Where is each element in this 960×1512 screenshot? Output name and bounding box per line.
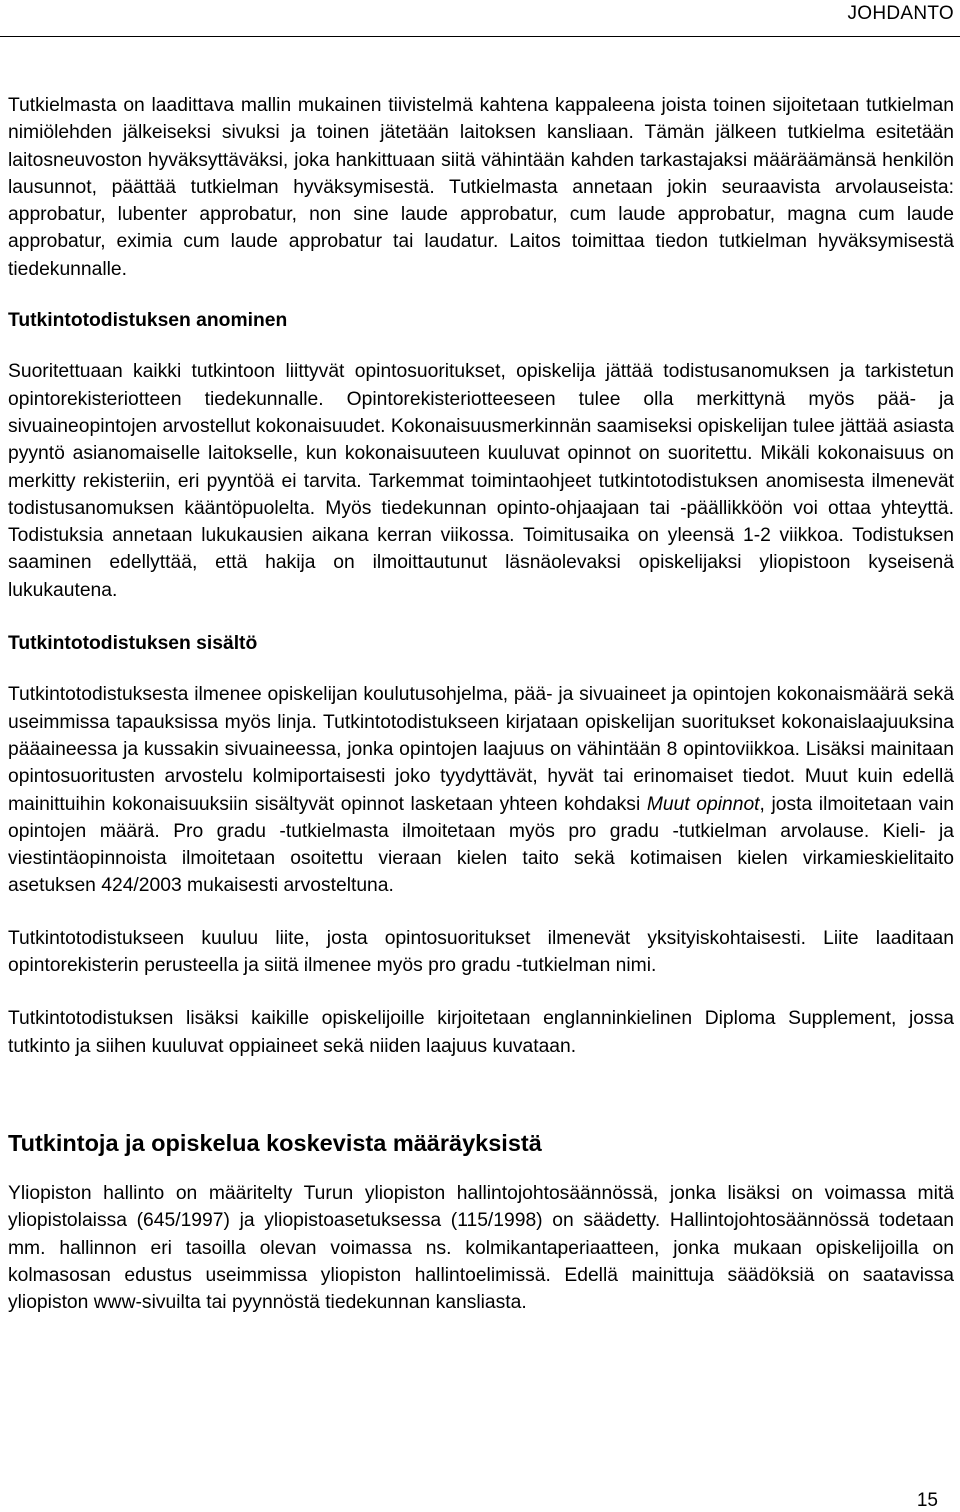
- anominen-paragraph: Suoritettuaan kaikki tutkintoon liittyvät opintosuoritukset, opiskelija jättää todistusanomuksen ja tarkistetun opintorekisteriotteen tiedekunnalle. Opintorekisteriotteeseen tulee olla merkittynä myös pää- ja sivuaineopintojen arvostellut kokonaisuudet. Kokonaisuusmerkinnän saamiseksi opiskelijan tulee jättää asiasta pyyntö asianomaiselle laitokselle, kun kokonaisuuteen kuuluvat opinnot on suoritettu. Mikäli kokonaisuus on merkitty rekisteriin, eri pyyntöä ei tarvita. Tarkemmat toimintaohjeet tutkintotodistuksen anomisesta ilmenevät todistusanomuksen kääntöpuolelta. Myös tiedekunnan opinto-ohjaajaan tai -päällikköön voi ottaa yhteyttä. Todistuksia annetaan lukukausien aikana kerran viikossa. Toimitusaika on yleensä 1-2 viikkoa. Todistuksen saaminen edellyttää, että hakija on ilmoittautunut läsnäolevaksi opiskelijaksi yliopistoon kyseisenä lukukautena.: [8, 361, 954, 601]
- header-rule: [0, 36, 960, 37]
- heading-sisalto: Tutkintotodistuksen sisältö: [8, 633, 258, 655]
- intro-paragraph: Tutkielmasta on laadittava mallin mukainen tiivistelmä kahtena kappaleena joista toinen sijoitetaan tutkielman nimiölehden jälkeiseksi sivuksi ja toinen jätetään laitoksen kansliaan. Tämän jälkeen tutkielma esitetään laitosneuvoston hyväksyttäväksi, joka hankittuaan siitä vähintään kahden tarkastajaksi määräämänsä henkilön lausunnot, päättää tutkielman hyväksymisestä. Tutkielmasta annetaan jokin seuraavista arvolauseista: approbatur, lubenter approbatur, non sine laude approbatur, cum laude approbatur, magna cum laude approbatur, eximia cum laude approbatur tai laudatur. Laitos toimittaa tiedon tutkielman hyväksymisestä tiedekunnalle.: [8, 95, 954, 280]
- page-content: [8, 92, 954, 1316]
- heading-anominen: Tutkintotodistuksen anominen: [8, 310, 288, 332]
- sisalto-emphasis: Muut opinnot: [646, 793, 760, 815]
- liite-paragraph: Tutkintotodistukseen kuuluu liite, josta opintosuoritukset ilmenevät yksityiskohtaisesti. Liite laaditaan opintorekisterin perusteella ja siitä ilmenee myös pro gradu -tutkielman nimi.: [8, 927, 954, 977]
- page-number: 15: [916, 1490, 938, 1511]
- maaraykset-paragraph: Yliopiston hallinto on määritelty Turun yliopiston hallintojohtosäännössä, jonka lisäksi on voimassa mitä yliopistolaissa (645/1997) ja yliopistoasetuksessa (115/1998) on säädetty. Hallintojohtosäännössä todetaan mm. hallinnon eri tasoilla olevan voimassa ns. kolmikantaperiaatteen, jonka mukaan opiskelijoilla on kolmasosan edustus useimmissa yliopiston hallintoelimissä. Edellä mainittuja säädöksiä on saatavissa yliopiston www-sivuilta tai pyynnöstä tiedekunnan kansliasta.: [8, 1182, 954, 1314]
- sisalto-text-end: , josta ilmoitetaan vain opintojen määrä. Pro gradu -tutkielmasta ilmoitetaan myös pro gradu -tutkielman arvolause. Kieli- ja viestintäopinnoista ilmoitetaan osoitettu vieraan kielen taito sekä kotimaisen kielen virkamieskielitaito asetuksen 424/2003 mukaisesti arvosteltuna.: [8, 793, 955, 897]
- sisalto-paragraph: [8, 681, 954, 899]
- running-header: JOHDANTO: [847, 3, 954, 24]
- sisalto-text-start: Tutkintotodistuksesta ilmenee opiskelijan koulutusohjelma, pää- ja sivuaineet ja opintojen kokonaismäärä sekä useimmissa tapauksissa myös linja. Tutkintotodistukseen kirjataan opiskelijan suoritukset kokonaislaajuuksina pääaineessa ja kussakin sivuaineessa, jonka opintojen laajuus on vähintään 8 opintoviikkoa. Lisäksi mainitaan opintosuoritusten arvostelu kolmiportaisesti joko tyydyttävät, hyvät tai erinomaiset tiedot. Muut kuin edellä mainittuihin kokonaisuuksiin sisältyvät opinnot lasketaan yhteen kohdaksi: [8, 684, 954, 815]
- heading-maaraykset: Tutkintoja ja opiskelua koskevista määräyksistä: [8, 1129, 542, 1156]
- diploma-paragraph: Tutkintotodistuksen lisäksi kaikille opiskelijoille kirjoitetaan englanninkielinen Diploma Supplement, jossa tutkinto ja siihen kuuluvat oppiaineet sekä niiden laajuus kuvataan.: [8, 1008, 954, 1057]
